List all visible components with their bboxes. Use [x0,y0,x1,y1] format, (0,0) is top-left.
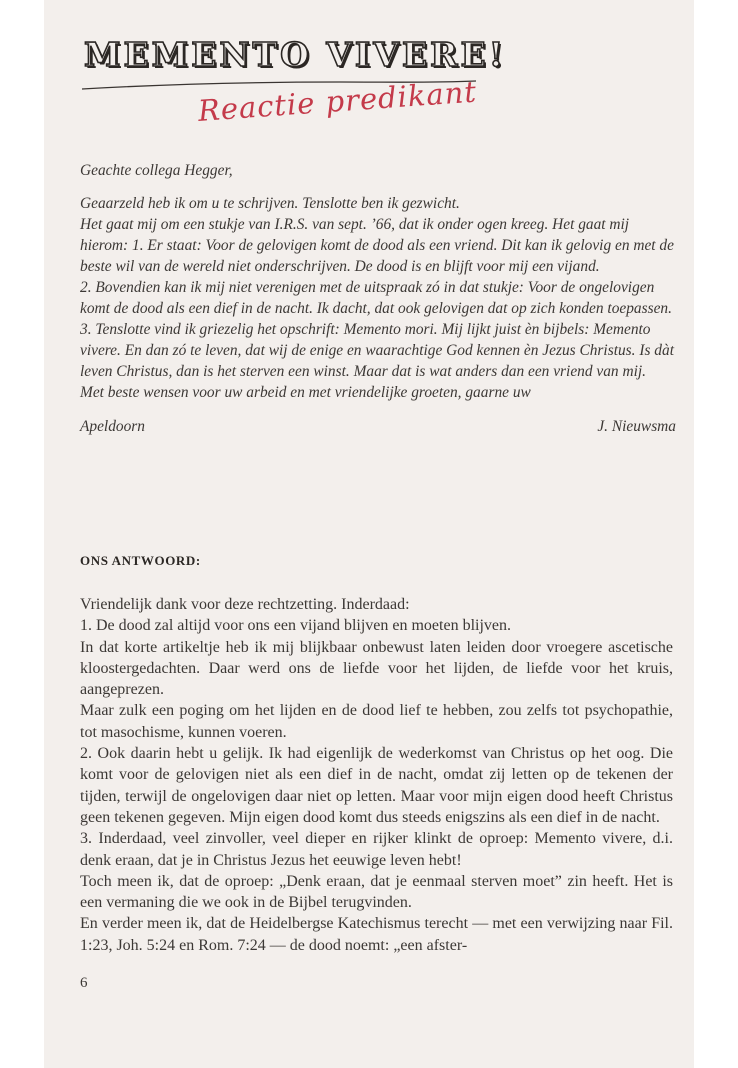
answer-body [80,594,673,956]
answer-paragraph: In dat korte artikeltje heb ik mij blijkbaar onbewust laten leiden door vroegere ascetische kloostergedachten. Daar werd ons de liefde voor het lijden, de liefde voor het kruis, aangeprezen. [80,638,673,699]
page-number: 6 [80,975,88,991]
letter-paragraph: 3. Tenslotte vind ik griezelig het opschrift: Memento mori. Mij lijkt juist èn bijbels: Memento vivere. En dan zó te leven, dat wij de enige en waarachtige God kennen èn Jezus Christus. Is dàt leven Christus, dan is het sterven een winst. Maar dat is wat anders dan een vriend van mij. [80,321,674,380]
answer-paragraph: Vriendelijk dank voor deze rechtzetting. Inderdaad: [80,596,410,613]
handwritten-annotation: Reactie predikant [196,74,478,128]
answer-paragraph: 2. Ook daarin hebt u gelijk. Ik had eigenlijk de wederkomst van Christus op het oog. Die komt voor de gelovigen niet als een dief in de nacht, omdat zij letten op de tekenen der tijden, terwijl de ongelovigen daar niet op letten. Maar voor mijn eigen dood heeft Christus geen tekenen gegeven. Mijn eigen dood komt dus steeds enigszins als een dief in de nacht. [80,745,673,826]
answer-paragraph: Maar zulk een poging om het lijden en de dood lief te hebben, zou zelfs tot psychopathie, tot masochisme, kunnen voeren. [80,702,673,741]
letter-paragraph: Het gaat mij om een stukje van I.R.S. van sept. ’66, dat ik onder ogen kreeg. Het gaat mij hierom: 1. Er staat: Voor de gelovigen komt de dood als een vriend. Dit kan ik gelovig en met de beste wil van de wereld niet onderschrijven. De dood is en blijft voor mij een vijand. [80,216,674,275]
letter-signoff [80,416,676,437]
letter-body [80,160,676,437]
answer-paragraph: En verder meen ik, dat de Heidelbergse Katechismus terecht — met een verwijzing naar Fil. 1:23, Joh. 5:24 en Rom. 7:24 — de dood noemt: „een afster- [80,915,673,954]
article-title: MEMENTO VIVERE! [84,35,507,74]
answer-paragraph: 3. Inderdaad, veel zinvoller, veel dieper en rijker klinkt de oproep: Memento vivere, d.i. denk eraan, dat je in Christus Jezus het eeuwige leven hebt! [80,830,673,869]
letter-salutation: Geachte collega Hegger, [80,162,233,179]
answer-heading: ONS ANTWOORD: [80,553,201,568]
letter-signature: J. Nieuwsma [597,418,676,435]
answer-paragraph: 1. De dood zal altijd voor ons een vijand blijven en moeten blijven. [80,617,512,635]
letter-paragraph: 2. Bovendien kan ik mij niet verenigen met de uitspraak zó in dat stukje: Voor de ongelovigen komt de dood als een dief in de nacht. Ik dacht, dat ook gelovigen dat op zich konden toepassen. [80,279,672,317]
letter-paragraph: Geaarzeld heb ik om u te schrijven. Tenslotte ben ik gezwicht. [80,195,460,212]
letter-paragraph: Met beste wensen voor uw arbeid en met vriendelijke groeten, gaarne uw [80,384,531,401]
letter-place: Apeldoorn [80,418,145,435]
answer-paragraph: Toch meen ik, dat de oproep: „Denk eraan, dat je eenmaal sterven moet” zin heeft. Het is een vermaning die we ook in de Bijbel terugvinden. [80,872,673,912]
